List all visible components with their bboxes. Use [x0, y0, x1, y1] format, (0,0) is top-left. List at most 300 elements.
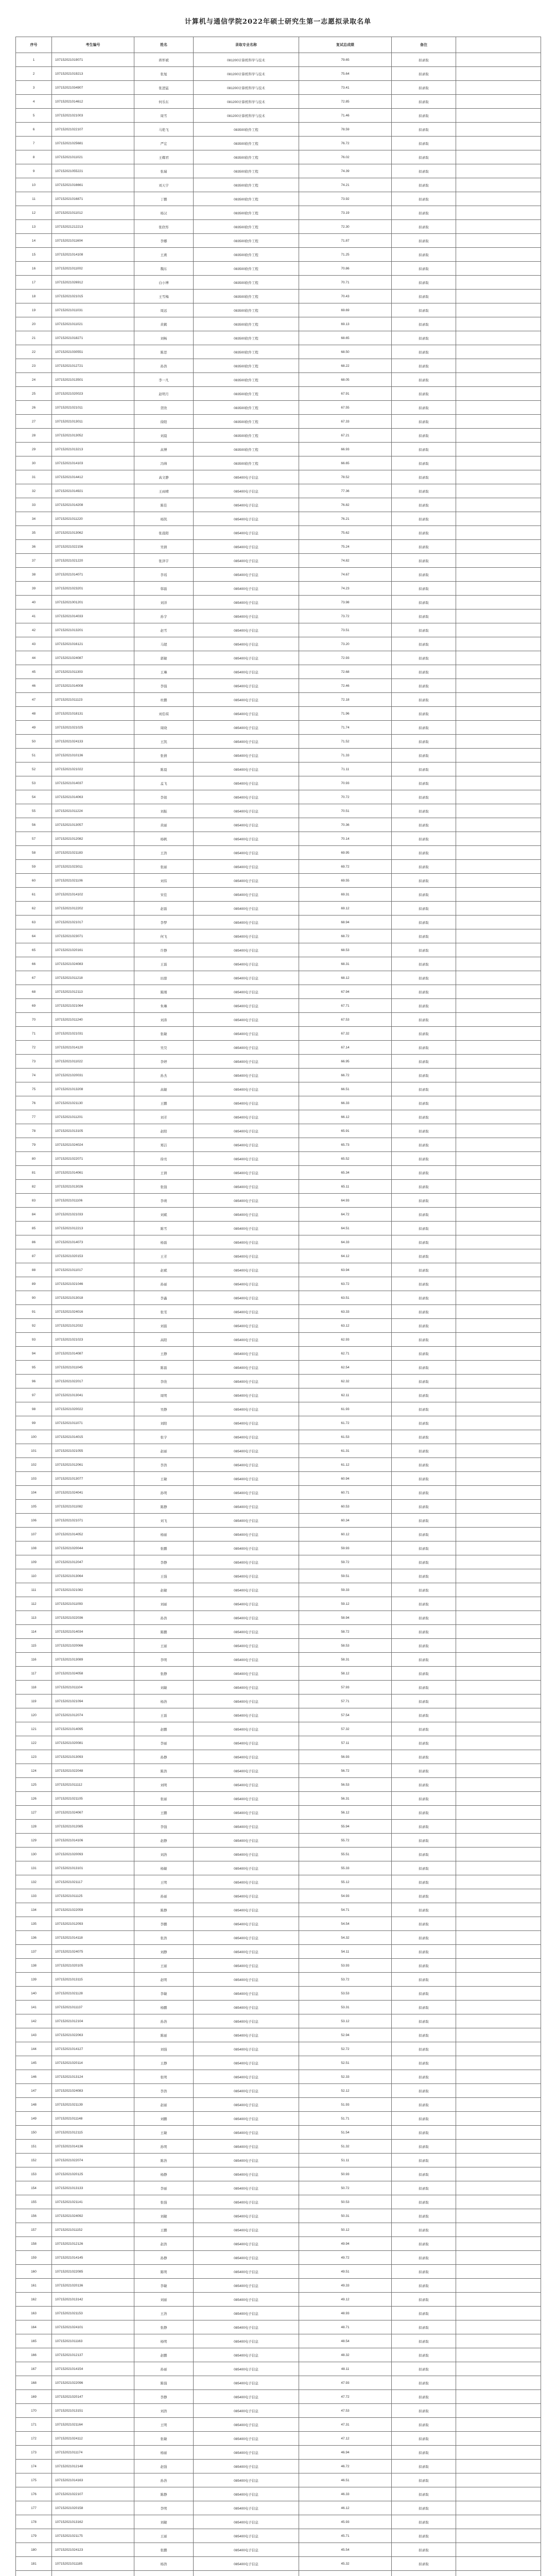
exam-id: 107152021018271 — [52, 331, 134, 345]
candidate-name: 王雨晴 — [134, 484, 194, 498]
exam-id: 107152021024092 — [52, 2209, 134, 2223]
candidate-name: 张浩 — [134, 1931, 194, 1945]
exam-id: 107152021011093 — [52, 1597, 134, 1611]
major: 085400电子信息 — [194, 1082, 299, 1096]
exam-id: 107152021024024 — [52, 1138, 134, 1152]
row-index: 83 — [16, 1194, 52, 1208]
major: 085400电子信息 — [194, 1973, 299, 1987]
table-row — [16, 1500, 541, 1514]
exam-id: 107152021020114 — [52, 2056, 134, 2070]
candidate-name: 孙静 — [134, 2251, 194, 2265]
blank-cell — [456, 1653, 541, 1667]
exam-id: 107152021055221 — [52, 164, 134, 178]
note: 拟录取 — [392, 81, 456, 95]
total-score: 69.95 — [299, 846, 392, 860]
major: 085400电子信息 — [194, 2557, 299, 2571]
row-index: 113 — [16, 1611, 52, 1625]
note: 拟录取 — [392, 637, 456, 651]
table-row — [16, 1486, 541, 1500]
major: 085400电子信息 — [194, 860, 299, 874]
blank-cell — [456, 484, 541, 498]
total-score: 58.12 — [299, 1667, 392, 1681]
candidate-name: 王雪梅 — [134, 290, 194, 303]
major: 085400电子信息 — [194, 2140, 299, 2154]
exam-id: 107152021021105 — [52, 1792, 134, 1806]
note: 拟录取 — [392, 1945, 456, 1959]
total-score: 45.32 — [299, 2557, 392, 2571]
total-score: 69.31 — [299, 888, 392, 902]
exam-id: 107152021012074 — [52, 1708, 134, 1722]
total-score: 45.71 — [299, 2529, 392, 2543]
total-score: 45.54 — [299, 2543, 392, 2557]
candidate-name: 刘晨 — [134, 429, 194, 443]
candidate-name: 王强 — [134, 1569, 194, 1583]
major: 085400电子信息 — [194, 2181, 299, 2195]
note: 拟录取 — [392, 1096, 456, 1110]
major: 085400电子信息 — [194, 1625, 299, 1639]
note: 拟录取 — [392, 1500, 456, 1514]
table-row — [16, 443, 541, 456]
exam-id: 107152021013052 — [52, 429, 134, 443]
table-row — [16, 1069, 541, 1082]
table-row — [16, 1611, 541, 1625]
total-score: 74.39 — [299, 164, 392, 178]
row-index: 73 — [16, 1055, 52, 1069]
exam-id: 107152021014118 — [52, 1931, 134, 1945]
candidate-name: 宋佳 — [134, 888, 194, 902]
row-index: 123 — [16, 1750, 52, 1764]
table-row — [16, 2418, 541, 2432]
candidate-name: 张倩 — [134, 749, 194, 762]
total-score: 72.93 — [299, 651, 392, 665]
candidate-name: 王明 — [134, 2418, 194, 2432]
note: 拟录取 — [392, 707, 456, 721]
major: 085400电子信息 — [194, 1653, 299, 1667]
row-index: 25 — [16, 387, 52, 401]
blank-cell — [456, 2418, 541, 2432]
table-row — [16, 1430, 541, 1444]
table-row — [16, 512, 541, 526]
row-index: 55 — [16, 804, 52, 818]
major: 085400电子信息 — [194, 1555, 299, 1569]
candidate-name: 张静 — [134, 1667, 194, 1681]
table-row — [16, 1263, 541, 1277]
blank-cell — [456, 916, 541, 929]
major — [194, 2571, 299, 2576]
total-score: 49.12 — [299, 2293, 392, 2307]
table-row — [16, 902, 541, 916]
note: 拟录取 — [392, 1152, 456, 1166]
note: 拟录取 — [392, 1208, 456, 1222]
note: 拟录取 — [392, 554, 456, 568]
exam-id: 107152021011071 — [52, 1416, 134, 1430]
major: 085400电子信息 — [194, 1166, 299, 1180]
major: 085400电子信息 — [194, 1305, 299, 1319]
total-score: 47.72 — [299, 2390, 392, 2404]
note: 拟录取 — [392, 1514, 456, 1528]
blank-cell — [456, 902, 541, 916]
row-index: 71 — [16, 1027, 52, 1041]
row-index: 46 — [16, 679, 52, 693]
major: 085400电子信息 — [194, 2432, 299, 2446]
exam-id: 107152021022074 — [52, 2154, 134, 2167]
blank-cell — [456, 1903, 541, 1917]
exam-id: 107152021012104 — [52, 2014, 134, 2028]
total-score: 68.05 — [299, 373, 392, 387]
exam-id: 107152021011152 — [52, 2223, 134, 2237]
table-row — [16, 818, 541, 832]
blank-cell — [456, 1486, 541, 1500]
table-row — [16, 178, 541, 192]
candidate-name: 李一凡 — [134, 373, 194, 387]
candidate-name: 王凯 — [134, 735, 194, 749]
blank-cell — [456, 762, 541, 776]
blank-cell — [456, 860, 541, 874]
candidate-name: 张瑞 — [134, 164, 194, 178]
candidate-name: 陈静 — [134, 1500, 194, 1514]
row-index: 132 — [16, 1875, 52, 1889]
major: 085400电子信息 — [194, 2543, 299, 2557]
exam-id: 107152021021046 — [52, 1277, 134, 1291]
blank-cell — [456, 1375, 541, 1388]
exam-id: 107152021014063 — [52, 790, 134, 804]
major: 085400电子信息 — [194, 1514, 299, 1528]
exam-id: 107152021024123 — [52, 2543, 134, 2557]
major: 085400电子信息 — [194, 1903, 299, 1917]
note: 拟录取 — [392, 206, 456, 220]
major: 085400电子信息 — [194, 1027, 299, 1041]
exam-id: 107152021012085 — [52, 1820, 134, 1834]
exam-id: 107152021014087 — [52, 1347, 134, 1361]
major: 085400电子信息 — [194, 2028, 299, 2042]
exam-id: 107152021013208 — [52, 1082, 134, 1096]
candidate-name: 张静 — [134, 2320, 194, 2334]
table-row — [16, 331, 541, 345]
blank-cell — [456, 1263, 541, 1277]
exam-id: 107152021012082 — [52, 832, 134, 846]
major: 085400电子信息 — [194, 902, 299, 916]
note: 拟录取 — [392, 1722, 456, 1736]
total-score: 73.98 — [299, 596, 392, 609]
major: 085400电子信息 — [194, 1041, 299, 1055]
exam-id: 107152021022085 — [52, 2265, 134, 2279]
exam-id: 107152021011224 — [52, 804, 134, 818]
row-index: 1 — [16, 53, 52, 67]
row-index: 138 — [16, 1959, 52, 1973]
note: 拟录取 — [392, 401, 456, 415]
table-row — [16, 1124, 541, 1138]
major: 085400电子信息 — [194, 596, 299, 609]
major: 085400电子信息 — [194, 2529, 299, 2543]
row-index: 157 — [16, 2223, 52, 2237]
note: 拟录取 — [392, 1792, 456, 1806]
major: 085400电子信息 — [194, 1361, 299, 1375]
row-index: 32 — [16, 484, 52, 498]
table-row — [16, 2140, 541, 2154]
note: 拟录取 — [392, 2084, 456, 2098]
table-row — [16, 2446, 541, 2460]
note: 拟录取 — [392, 999, 456, 1013]
candidate-name: 田甜 — [134, 971, 194, 985]
row-index: 36 — [16, 540, 52, 554]
major: 085400电子信息 — [194, 2237, 299, 2251]
exam-id: 107152021013011 — [52, 415, 134, 429]
candidate-name: 李敏 — [134, 2279, 194, 2293]
blank-cell — [456, 2195, 541, 2209]
total-score: 58.53 — [299, 1639, 392, 1653]
exam-id: 107152021023071 — [52, 929, 134, 943]
total-score: 59.12 — [299, 1597, 392, 1611]
total-score: 54.71 — [299, 1903, 392, 1917]
candidate-name: 张宇 — [134, 1430, 194, 1444]
table-row — [16, 1222, 541, 1235]
blank-cell — [456, 526, 541, 540]
row-index: 44 — [16, 651, 52, 665]
exam-id: 107152021014127 — [52, 2042, 134, 2056]
major: 085400电子信息 — [194, 512, 299, 526]
total-score: 62.11 — [299, 1388, 392, 1402]
exam-id: 107152021012126 — [52, 2237, 134, 2251]
table-row — [16, 2557, 541, 2571]
note: 拟录取 — [392, 345, 456, 359]
table-row — [16, 429, 541, 443]
major: 085400电子信息 — [194, 1792, 299, 1806]
row-index: 154 — [16, 2181, 52, 2195]
candidate-name: 刘振 — [134, 804, 194, 818]
candidate-name: 刘敏 — [134, 1681, 194, 1694]
table-row — [16, 1875, 541, 1889]
major: 083500软件工程 — [194, 415, 299, 429]
major: 085400电子信息 — [194, 1194, 299, 1208]
table-row — [16, 2167, 541, 2181]
exam-id: 107152021011045 — [52, 1361, 134, 1375]
total-score: 74.67 — [299, 568, 392, 582]
total-score: 66.33 — [299, 1096, 392, 1110]
table-row — [16, 762, 541, 776]
candidate-name: 王磊 — [134, 1708, 194, 1722]
total-score: 76.82 — [299, 498, 392, 512]
note: 拟录取 — [392, 2293, 456, 2307]
blank-cell — [456, 582, 541, 596]
note: 拟录取 — [392, 749, 456, 762]
major: 083500软件工程 — [194, 206, 299, 220]
note: 拟录取 — [392, 679, 456, 693]
candidate-name: 刘敏 — [134, 2515, 194, 2529]
total-score: 66.95 — [299, 1055, 392, 1069]
total-score: 54.11 — [299, 1945, 392, 1959]
candidate-name: 王浩 — [134, 846, 194, 860]
major: 085400电子信息 — [194, 1444, 299, 1458]
major: 085400电子信息 — [194, 1249, 299, 1263]
blank-cell — [456, 2501, 541, 2515]
note: 拟录取 — [392, 443, 456, 456]
candidate-name: 刘涛 — [134, 1013, 194, 1027]
table-row — [16, 1347, 541, 1361]
blank-cell — [456, 1764, 541, 1778]
total-score: 70.93 — [299, 776, 392, 790]
total-score: 71.74 — [299, 721, 392, 735]
total-score: 68.31 — [299, 957, 392, 971]
exam-id: 107152021011082 — [52, 1500, 134, 1514]
table-row — [16, 1639, 541, 1653]
exam-id: 107152021014008 — [52, 679, 134, 693]
exam-id: 107152021013057 — [52, 818, 134, 832]
major: 085400电子信息 — [194, 2376, 299, 2390]
exam-id: 107152021020125 — [52, 2167, 134, 2181]
major: 085400电子信息 — [194, 1486, 299, 1500]
blank-cell — [456, 206, 541, 220]
major: 083500软件工程 — [194, 429, 299, 443]
row-index: 107 — [16, 1528, 52, 1541]
blank-cell — [456, 2404, 541, 2418]
row-index: 127 — [16, 1806, 52, 1820]
major: 085400电子信息 — [194, 2223, 299, 2237]
blank-cell — [456, 776, 541, 790]
exam-id: 107152021013105 — [52, 1124, 134, 1138]
row-index: 114 — [16, 1625, 52, 1639]
table-row — [16, 1583, 541, 1597]
note: 拟录取 — [392, 470, 456, 484]
blank-cell — [456, 2181, 541, 2195]
blank-cell — [456, 498, 541, 512]
total-score: 75.62 — [299, 526, 392, 540]
total-score: 50.93 — [299, 2167, 392, 2181]
major: 083500软件工程 — [194, 164, 299, 178]
row-index: 148 — [16, 2098, 52, 2112]
total-score: 59.51 — [299, 1569, 392, 1583]
table-row — [16, 2112, 541, 2126]
table-row — [16, 1402, 541, 1416]
total-score: 55.94 — [299, 1820, 392, 1834]
blank-cell — [456, 2237, 541, 2251]
candidate-name: 孙丽 — [134, 2362, 194, 2376]
total-score: 72.85 — [299, 95, 392, 109]
blank-cell — [456, 1041, 541, 1055]
major: 085400电子信息 — [194, 1694, 299, 1708]
total-score: 76.21 — [299, 512, 392, 526]
exam-id: 107152021016661 — [52, 178, 134, 192]
major: 085400电子信息 — [194, 1319, 299, 1333]
row-index: 131 — [16, 1861, 52, 1875]
note: 拟录取 — [392, 888, 456, 902]
blank-cell — [456, 1694, 541, 1708]
candidate-name: 周雪 — [134, 109, 194, 123]
row-index: 57 — [16, 832, 52, 846]
total-score: 56.72 — [299, 1764, 392, 1778]
blank-cell — [456, 2209, 541, 2223]
candidate-name: 孙明 — [134, 1486, 194, 1500]
note: 拟录取 — [392, 192, 456, 206]
total-score: 73.51 — [299, 623, 392, 637]
major: 085400电子信息 — [194, 1500, 299, 1514]
blank-cell — [456, 735, 541, 749]
note: 拟录取 — [392, 1541, 456, 1555]
major: 085400电子信息 — [194, 749, 299, 762]
major: 083500软件工程 — [194, 220, 299, 234]
row-index: 118 — [16, 1681, 52, 1694]
row-index: 64 — [16, 929, 52, 943]
blank-cell — [456, 1514, 541, 1528]
candidate-name: 陈思 — [134, 345, 194, 359]
exam-id: 107152021021064 — [52, 999, 134, 1013]
note: 拟录取 — [392, 2265, 456, 2279]
major: 085400电子信息 — [194, 1848, 299, 1861]
total-score: 46.12 — [299, 2501, 392, 2515]
row-index: 144 — [16, 2042, 52, 2056]
major: 085400电子信息 — [194, 1458, 299, 1472]
note: 拟录取 — [392, 2473, 456, 2487]
table-row — [16, 2529, 541, 2543]
table-row — [16, 1514, 541, 1528]
blank-cell — [456, 693, 541, 707]
table-row — [16, 1597, 541, 1611]
candidate-name: 何乐东 — [134, 95, 194, 109]
major: 085400电子信息 — [194, 498, 299, 512]
header-blank — [456, 37, 541, 53]
row-index: 76 — [16, 1096, 52, 1110]
row-index: 129 — [16, 1834, 52, 1848]
blank-cell — [456, 832, 541, 846]
table-row — [16, 2028, 541, 2042]
note: 拟录取 — [392, 2223, 456, 2237]
total-score: 67.91 — [299, 387, 392, 401]
table-row — [16, 2390, 541, 2404]
note: 拟录取 — [392, 1959, 456, 1973]
row-index: 27 — [16, 415, 52, 429]
blank-cell — [456, 1388, 541, 1402]
exam-id: 107152021024067 — [52, 1806, 134, 1820]
blank-cell — [456, 804, 541, 818]
exam-id: 107152021021015 — [52, 290, 134, 303]
table-row — [16, 707, 541, 721]
candidate-name: 王倩 — [134, 1166, 194, 1180]
candidate-name: 赵明 — [134, 1973, 194, 1987]
table-row — [16, 1722, 541, 1736]
total-score: 52.33 — [299, 2070, 392, 2084]
candidate-name: 刘浩 — [134, 1848, 194, 1861]
exam-id: 107152021014412 — [52, 470, 134, 484]
candidate-name: 孙浩 — [134, 1611, 194, 1625]
major: 085400电子信息 — [194, 1277, 299, 1291]
candidate-name: 杨鹏 — [134, 2001, 194, 2014]
candidate-name: 冯帅 — [134, 456, 194, 470]
row-index: 140 — [16, 1987, 52, 2001]
major: 085400电子信息 — [194, 2167, 299, 2181]
candidate-name: 严宏 — [134, 137, 194, 150]
exam-id: 107152021021055 — [52, 1444, 134, 1458]
major: 085400电子信息 — [194, 470, 299, 484]
candidate-name: 孙浩 — [134, 2014, 194, 2028]
blank-cell — [456, 707, 541, 721]
note: 拟录取 — [392, 2014, 456, 2028]
major: 085400电子信息 — [194, 2293, 299, 2307]
row-index: 8 — [16, 150, 52, 164]
row-index: 5 — [16, 109, 52, 123]
total-score: 52.12 — [299, 2084, 392, 2098]
exam-id: 107152021021130 — [52, 1096, 134, 1110]
note: 拟录取 — [392, 2112, 456, 2126]
total-score: 67.71 — [299, 999, 392, 1013]
exam-id: 107152021012115 — [52, 2126, 134, 2140]
table-row — [16, 150, 541, 164]
major: 085400电子信息 — [194, 2460, 299, 2473]
table-row — [16, 1055, 541, 1069]
note: 拟录取 — [392, 1249, 456, 1263]
note: 拟录取 — [392, 2418, 456, 2432]
row-index: 41 — [16, 609, 52, 623]
blank-cell — [456, 248, 541, 262]
candidate-name: 李婷 — [134, 1055, 194, 1069]
